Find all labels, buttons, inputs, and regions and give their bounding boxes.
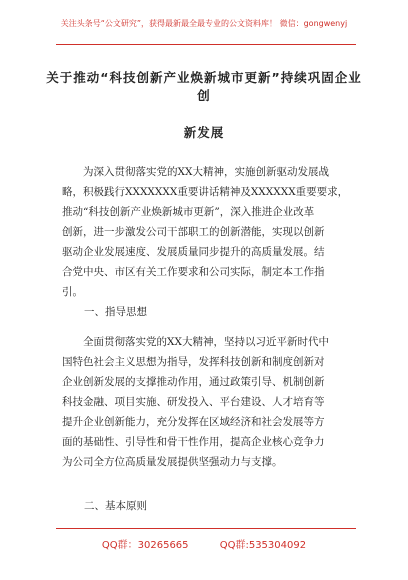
section1-line: 为公司全方位高质量发展提供坚强动力与支撑。 bbox=[62, 456, 283, 468]
document-title-line1: 关于推动“科技创新产业焕新城市更新”持续巩固企业创 bbox=[46, 70, 362, 103]
section2-heading: 二、基本原则 bbox=[84, 500, 147, 512]
section1-paragraph bbox=[62, 332, 344, 472]
section1-line: 科技金融、项目实施、研发投入、平台建设、人才培育等 bbox=[62, 396, 325, 408]
intro-line: 略，积极践行XXXXXXX重要讲话精神及XXXXXX重要要求， bbox=[62, 186, 349, 198]
document-title-line2: 新发展 bbox=[183, 125, 225, 140]
section1-line: 国特色社会主义思想为指导，发挥科技创新和制度创新对 bbox=[62, 356, 325, 368]
footer bbox=[0, 536, 408, 551]
section1-line: 企业创新发展的支撑推动作用，通过政策引导、机制创新 bbox=[62, 376, 325, 388]
bottom-divider bbox=[56, 528, 356, 529]
intro-line: 创新，进一步激发公司干部职工的创新潜能，实现以创新 bbox=[62, 226, 325, 238]
top-banner: 关注头条号“公文研究”，获得最新最全最专业的公文资料库！ 微信：gongwenyj bbox=[60, 19, 348, 28]
footer-qq-group-1: QQ群：30265665 bbox=[101, 540, 189, 551]
section1-line: 全面贯彻落实党的XX大精神，坚持以习近平新时代中 bbox=[83, 336, 329, 348]
section1-heading: 一、指导思想 bbox=[84, 306, 147, 318]
intro-line: 为深入贯彻落实党的XX大精神，实施创新驱动发展战 bbox=[83, 166, 329, 178]
intro-line: 推动“科技创新产业焕新城市更新”，深入推进企业改革 bbox=[62, 206, 315, 218]
intro-line: 合党中央、市区有关工作要求和公司实际，制定本工作指 bbox=[62, 266, 325, 278]
intro-line: 引。 bbox=[62, 286, 83, 298]
top-divider bbox=[56, 44, 356, 45]
section1-line: 提升企业创新能力，充分发挥在区域经济和社会发展等方 bbox=[62, 416, 325, 428]
section1-line: 面的基础性、引导性和骨干性作用，提高企业核心竞争力 bbox=[62, 436, 325, 448]
intro-line: 驱动企业发展速度、发展质量同步提升的高质量发展。结 bbox=[62, 246, 325, 258]
footer-qq-group-2: QQ群:535304092 bbox=[219, 540, 307, 551]
intro-paragraph bbox=[62, 162, 349, 302]
